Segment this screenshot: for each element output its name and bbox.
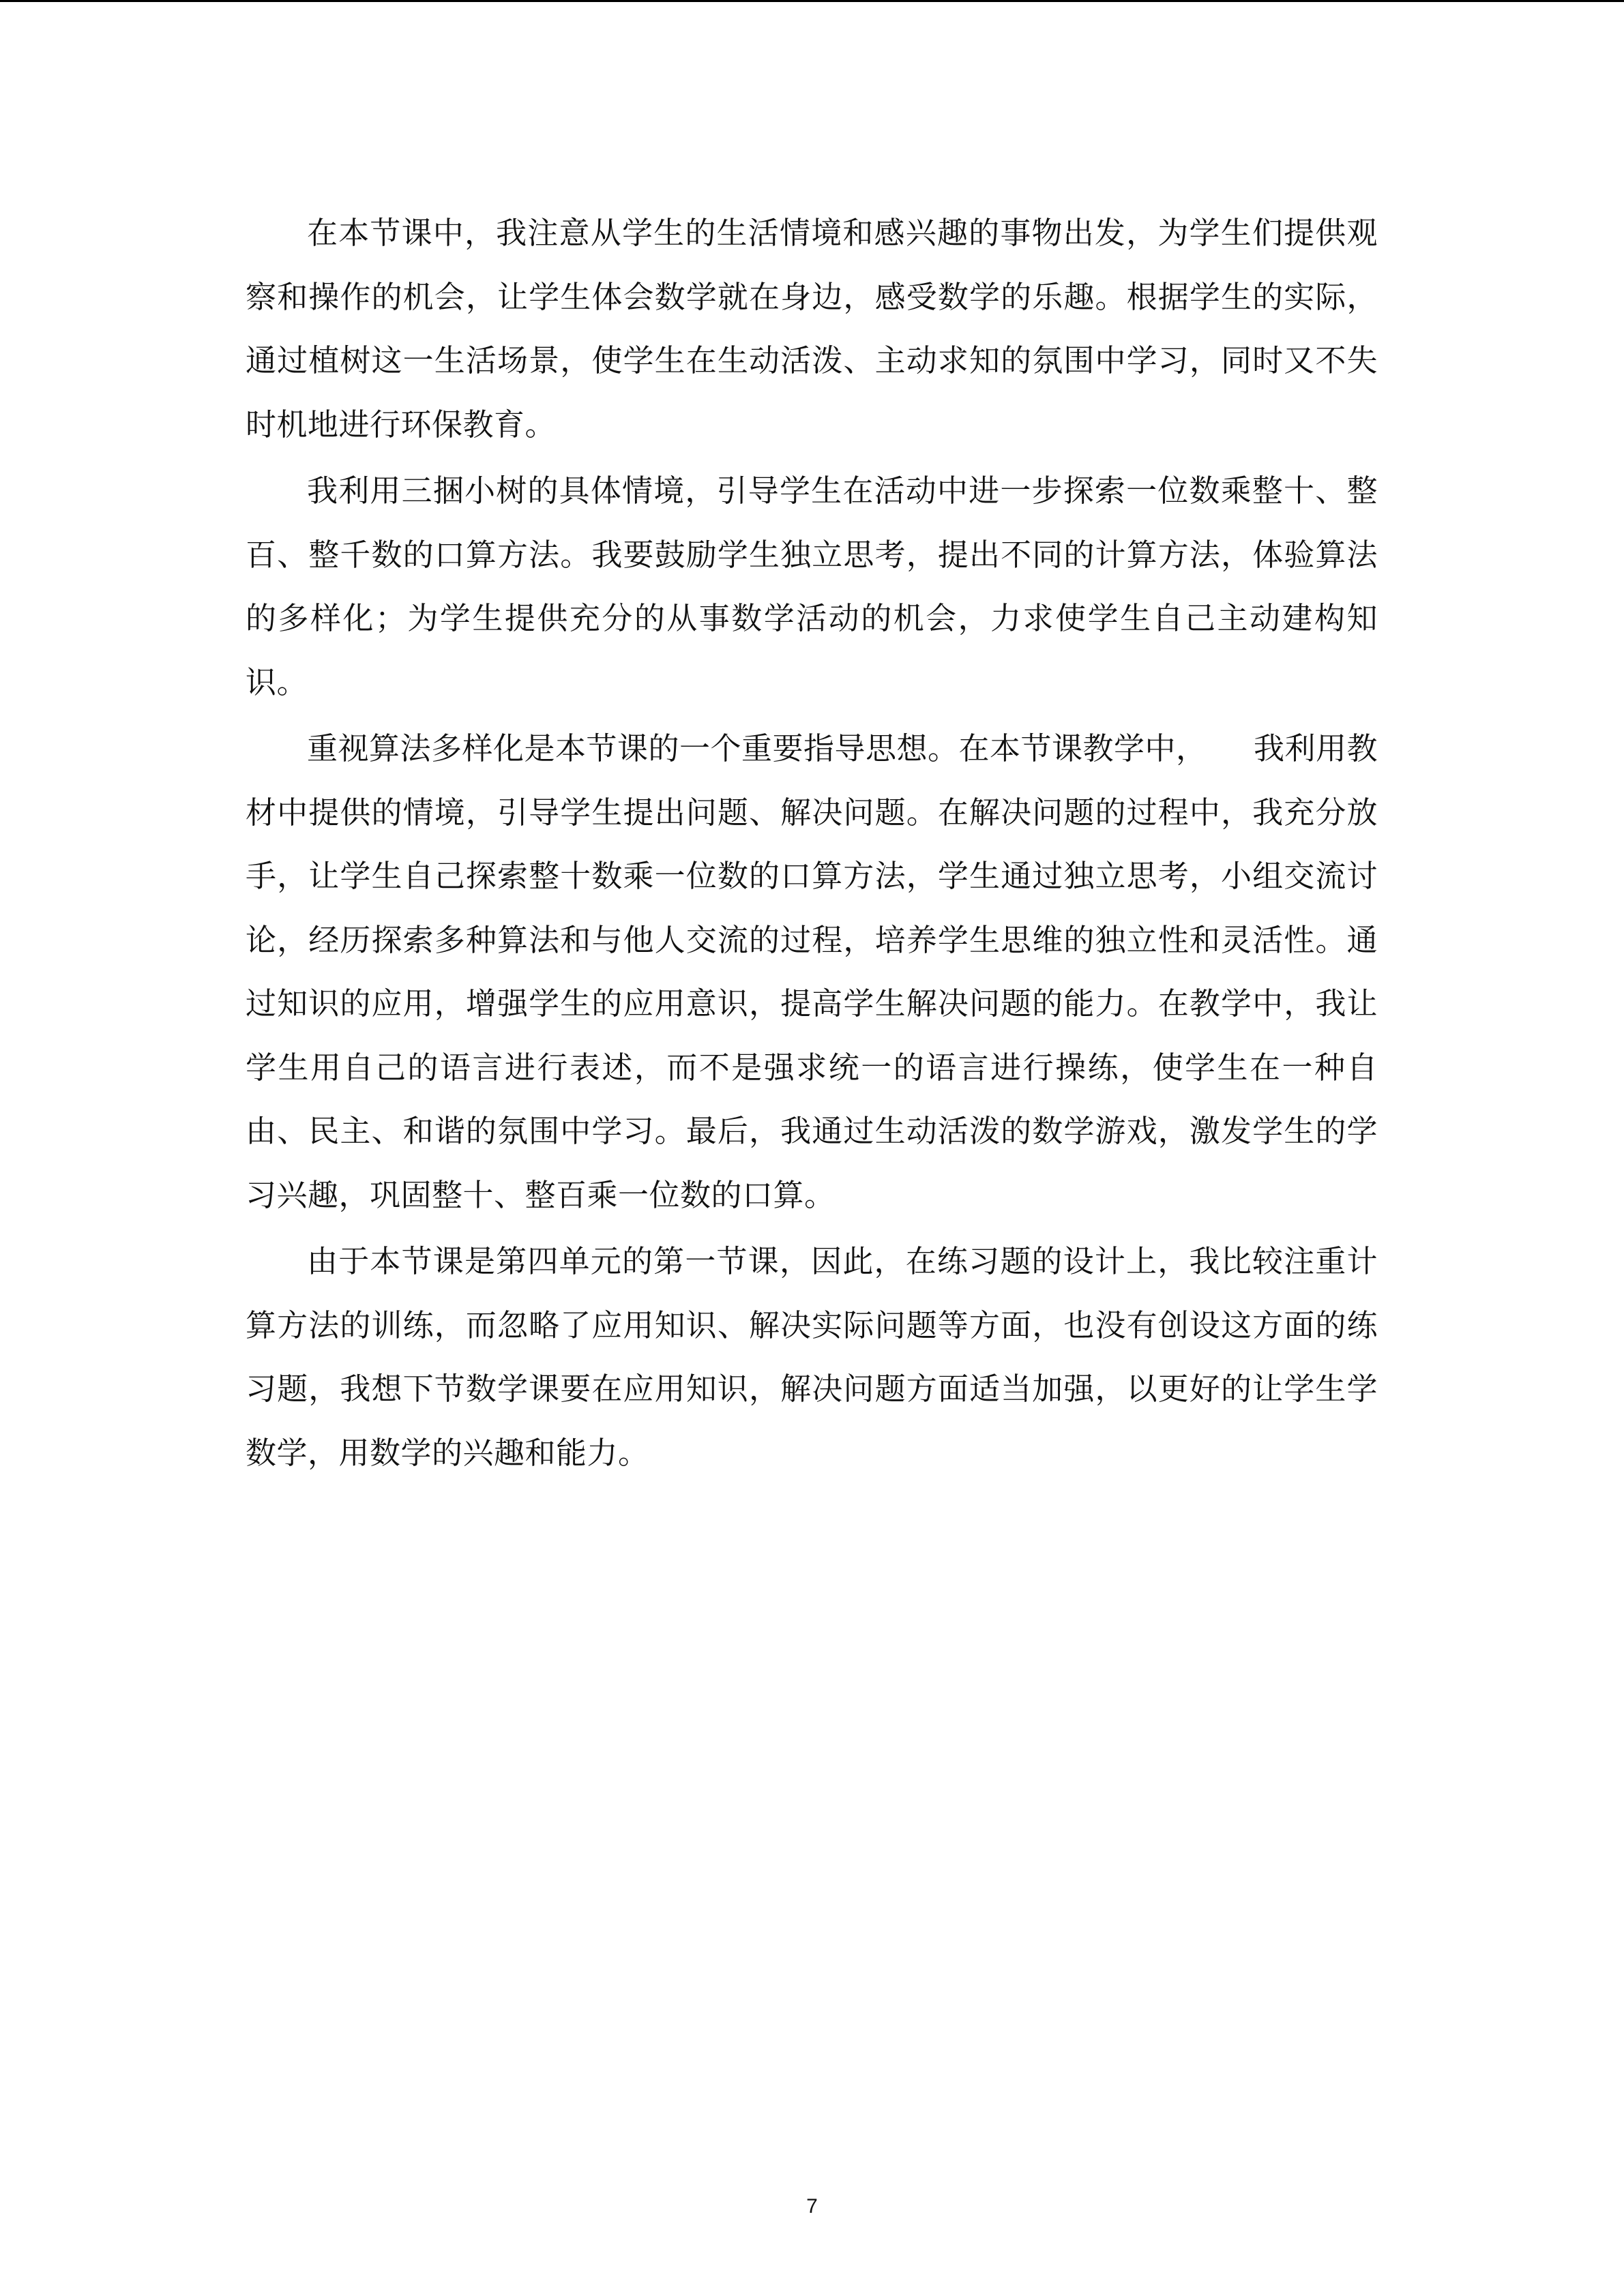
page-number: 7 [806, 2195, 818, 2218]
page-top-border [0, 0, 1624, 2]
paragraph-4: 由于本节课是第四单元的第一节课，因此，在练习题的设计上，我比较注重计算方法的训练，而忽略了应用知识、解决实际问题等方面，也没有创设这方面的练习题，我想下节数学课要在应用知识，解决问题方面适当加强，以更好的让学生学数学，用数学的兴趣和能力。 [246, 1243, 1378, 1471]
paragraph-3: 重视算法多样化是本节课的一个重要指导思想。在本节课教学中， 我利用教材中提供的情境，引导学生提出问题、解决问题。在解决问题的过程中，我充分放手，让学生自己探索整十数乘一位数的口算方法，学生通过独立思考，小组交流讨论，经历探索多种算法和与他人交流的过程，培养学生思维的独立性和灵活性。通过知识的应用，增强学生的应用意识，提高学生解决问题的能力。在教学中，我让学生用自己的语言进行表述，而不是强求统一的语言进行操练，使学生在一种自由、民主、和谐的氛围中学习。最后，我通过生动活泼的数学游戏，激发学生的学习兴趣，巩固整十、整百乘一位数的口算。 [246, 730, 1378, 1213]
paragraph-2: 我利用三捆小树的具体情境，引导学生在活动中进一步探索一位数乘整十、整百、整千数的口算方法。我要鼓励学生独立思考，提出不同的计算方法，体验算法的多样化；为学生提供充分的从事数学活动的机会，力求使学生自己主动建构知识。 [246, 473, 1378, 700]
paragraph-1: 在本节课中，我注意从学生的生活情境和感兴趣的事物出发，为学生们提供观察和操作的机会，让学生体会数学就在身边，感受数学的乐趣。根据学生的实际，通过植树这一生活场景，使学生在生动活泼、主动求知的氛围中学习，同时又不失时机地进行环保教育。 [246, 215, 1378, 443]
document-body [246, 201, 1378, 1487]
